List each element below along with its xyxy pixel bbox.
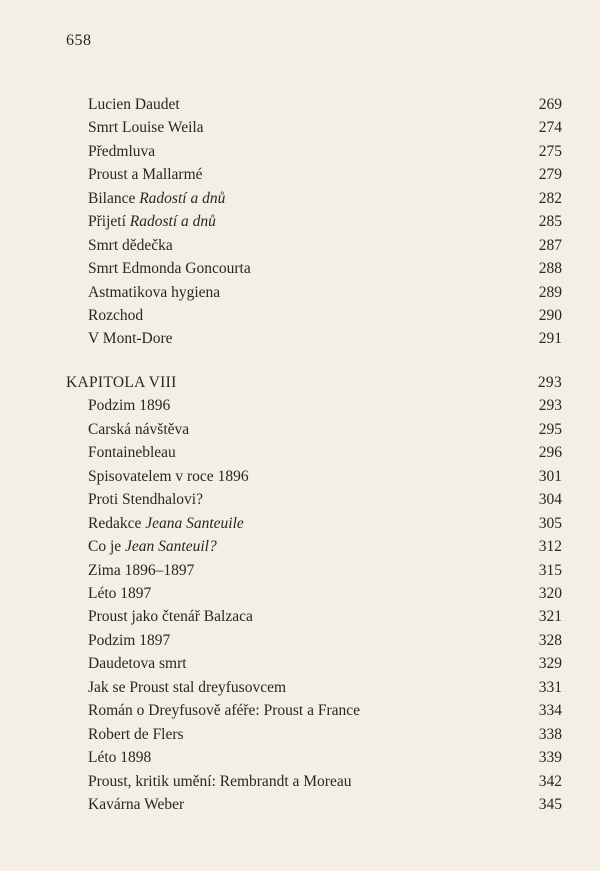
toc-entry-title-text: Podzim 1896 [88, 397, 171, 414]
toc-entry-page: 304 [538, 491, 562, 508]
toc-entry-page: 321 [538, 608, 562, 625]
toc-entry-title-italic: Jean Santeuil? [125, 538, 217, 555]
toc-entry-title [88, 677, 286, 699]
toc-entry-page: 331 [538, 679, 562, 696]
toc-entry-title [88, 282, 220, 304]
toc-entry-title [88, 442, 176, 464]
toc-entry-title-text: KAPITOLA VIII [66, 374, 177, 391]
toc-entry [88, 282, 562, 304]
toc-entry-title [88, 328, 173, 350]
toc-entry [88, 395, 562, 417]
toc-entry-page: 320 [538, 585, 562, 602]
toc-entry-title-text: Proust, kritik umění: Rembrandt a Moreau [88, 773, 352, 790]
toc-entry-title-text: Redakce [88, 515, 146, 532]
toc-entry-title-text: Podzim 1897 [88, 632, 171, 649]
toc-entry [88, 94, 562, 116]
toc-entry-title-text: Kavárna Weber [88, 796, 185, 813]
toc-entry-title [88, 164, 203, 186]
toc-entry-page: 305 [538, 515, 562, 532]
toc-entry-title-text: Proti Stendhalovi? [88, 491, 203, 508]
toc-entry [88, 606, 562, 628]
toc-entry-page: 301 [538, 468, 562, 485]
toc-entry-title-text: Jak se Proust stal dreyfusovcem [88, 679, 287, 696]
toc-entry-page: 295 [538, 421, 562, 438]
toc-entry [88, 583, 562, 605]
toc-entry-title-italic: Jeana Santeuile [145, 515, 244, 532]
toc-entry-page: 312 [538, 538, 562, 555]
toc-entry-title-text: Léto 1898 [88, 749, 152, 766]
toc-entry [88, 513, 562, 535]
chapter-heading [66, 372, 562, 394]
toc-entry [88, 466, 562, 488]
toc-entry-title [88, 653, 187, 675]
toc-entry-page: 291 [538, 330, 562, 347]
toc-entry [88, 305, 562, 327]
toc-entry-page: 290 [538, 307, 562, 324]
toc-entry-title-text: V Mont-Dore [88, 330, 173, 347]
toc-entry-page: 293 [538, 397, 562, 414]
toc-entry-title-text: Fontainebleau [88, 444, 176, 461]
toc-entry [88, 164, 562, 186]
toc-entry [88, 489, 562, 511]
toc-entry-title-text: Lucien Daudet [88, 96, 180, 113]
toc-entry-page: 269 [538, 96, 562, 113]
toc-entry-page: 288 [538, 260, 562, 277]
toc-entry [88, 630, 562, 652]
toc-entry [88, 328, 562, 350]
toc-entry [88, 677, 562, 699]
toc-entry-title [88, 794, 184, 816]
toc-entry-page: 293 [537, 374, 562, 391]
toc-entry-title-text: Proust jako čtenář Balzaca [88, 608, 253, 625]
toc-entry-page: 296 [538, 444, 562, 461]
toc-entry-title [88, 560, 194, 582]
toc-entry [88, 211, 562, 233]
toc-entry [88, 117, 562, 139]
toc-entry-page: 287 [538, 237, 562, 254]
toc-entry [88, 442, 562, 464]
toc-entry-title [88, 606, 253, 628]
toc-entry-title [88, 700, 360, 722]
toc-entry-page: 329 [538, 655, 562, 672]
toc-entry [88, 419, 562, 441]
toc-entry-title [88, 489, 203, 511]
page-number: 658 [66, 32, 92, 49]
toc-entry-title [88, 513, 244, 535]
toc-entry-title-text: Astmatikova hygiena [88, 284, 221, 301]
toc-entry-title-text: Léto 1897 [88, 585, 152, 602]
toc-entry-title [88, 305, 143, 327]
toc-entry-title [88, 258, 251, 280]
toc-entry-page: 342 [538, 773, 562, 790]
toc-entry [88, 653, 562, 675]
toc-entry-page: 274 [538, 119, 562, 136]
toc-entry-title-text: Zima 1896–1897 [88, 562, 195, 579]
toc-entry-page: 334 [538, 702, 562, 719]
toc-entry-page: 345 [538, 796, 562, 813]
toc-entry-title [88, 188, 225, 210]
toc-entry-page: 285 [538, 213, 562, 230]
toc-entry-title [88, 583, 151, 605]
toc-entry-title [88, 630, 170, 652]
toc-entry [88, 747, 562, 769]
toc-entry-title-text: Co je [88, 538, 126, 555]
toc-entry [88, 560, 562, 582]
toc-entry [88, 141, 562, 163]
toc-entry-title [88, 94, 180, 116]
toc-entry [88, 724, 562, 746]
toc-entry-title-text: Carská návštěva [88, 421, 190, 438]
toc-entry-title-text: Spisovatelem v roce 1896 [88, 468, 249, 485]
toc-entry [88, 536, 562, 558]
toc-entry-title-text: Robert de Flers [88, 726, 184, 743]
toc-entry-title [88, 536, 217, 558]
toc-entry-title-text: Román o Dreyfusově aféře: Proust a France [88, 702, 361, 719]
toc-entry-title-italic: Radostí a dnů [129, 213, 216, 230]
toc-entry-title-text: Přijetí [88, 213, 130, 230]
toc-entry-page: 315 [538, 562, 562, 579]
toc-entry-title-text: Proust a Mallarmé [88, 166, 203, 183]
toc-entry [88, 188, 562, 210]
toc-entry-title-text: Rozchod [88, 307, 144, 324]
toc-entry [88, 700, 562, 722]
toc-entry-title [88, 419, 189, 441]
toc-entry [88, 771, 562, 793]
toc-entry-page: 339 [538, 749, 562, 766]
toc-entry-title [88, 724, 184, 746]
toc-entry-title-italic: Radostí a dnů [139, 190, 226, 207]
toc-entry [88, 258, 562, 280]
toc-entry-title [66, 372, 177, 394]
toc-entry-title-text: Daudetova smrt [88, 655, 187, 672]
toc-entry-title [88, 395, 170, 417]
toc-entry-title-text: Smrt Edmonda Goncourta [88, 260, 251, 277]
toc-entry-title [88, 466, 249, 488]
toc-entry-title [88, 235, 173, 257]
toc-entry-title [88, 117, 204, 139]
toc-entry-title [88, 747, 151, 769]
toc-entry-page: 279 [538, 166, 562, 183]
toc-entry-page: 328 [538, 632, 562, 649]
toc-entry-title [88, 211, 216, 233]
toc-entry-page: 275 [538, 143, 562, 160]
toc-entry-title [88, 771, 351, 793]
toc-entry-page: 289 [538, 284, 562, 301]
toc-entry-title-text: Smrt Louise Weila [88, 119, 204, 136]
toc-entry-title-text: Bilance [88, 190, 140, 207]
toc-entry [88, 235, 562, 257]
toc-entry-title [88, 141, 155, 163]
toc-entry-page: 338 [538, 726, 562, 743]
toc-entry-title-text: Předmluva [88, 143, 156, 160]
toc-entry [88, 794, 562, 816]
toc-entry-title-text: Smrt dědečka [88, 237, 173, 254]
toc-entry-page: 282 [538, 190, 562, 207]
